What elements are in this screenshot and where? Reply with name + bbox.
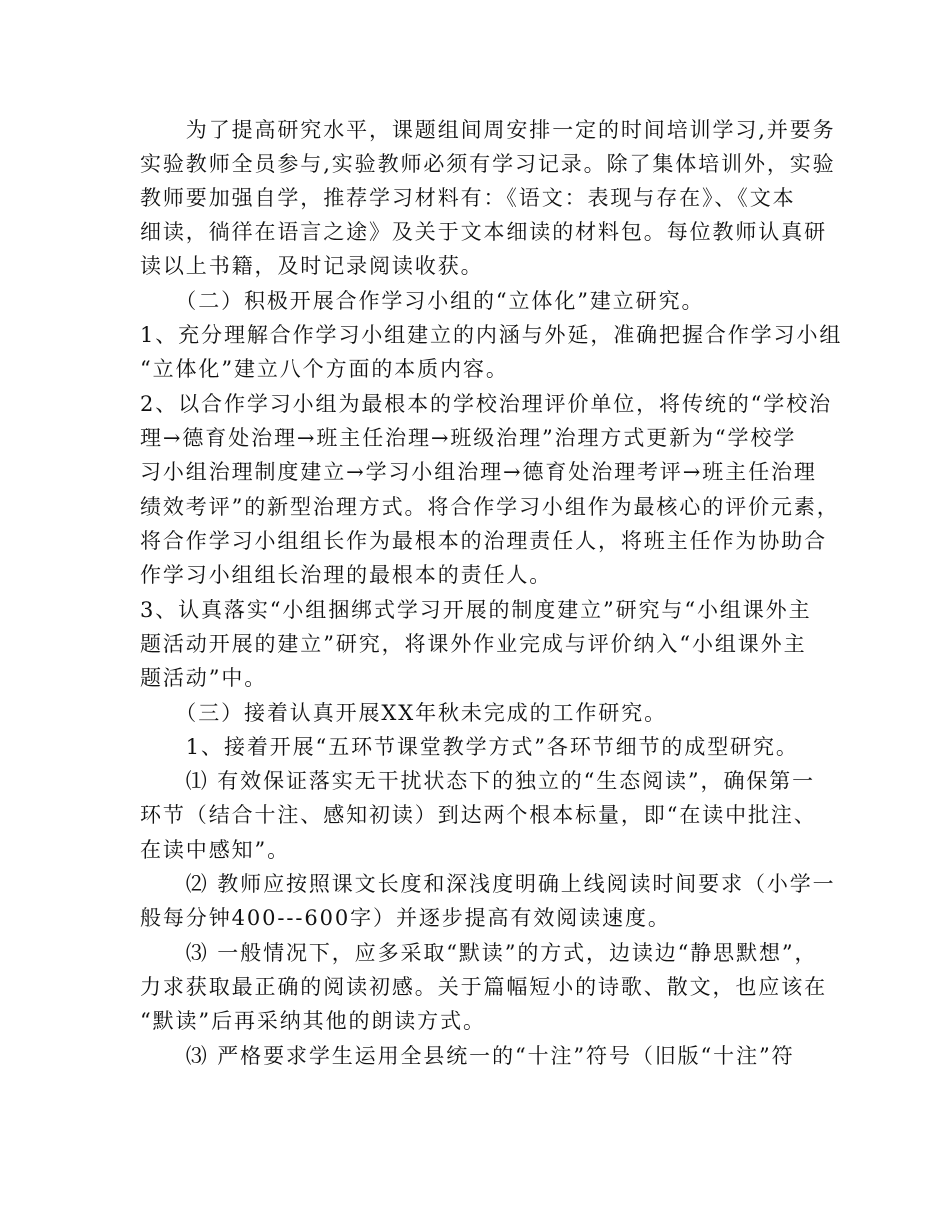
- text-line: 般每分钟400---600字）并逐步提高有效阅读速度。: [140, 906, 671, 930]
- text-line: ⑵ 教师应按照课文长度和深浅度明确上线阅读时间要求（小学一: [140, 872, 836, 896]
- text-line: 将合作学习小组组长作为最根本的治理责任人，将班主任作为协助合: [140, 529, 827, 553]
- text-line: 1、充分理解合作学习小组建立的内涵与外延，准确把握合作学习小组: [140, 323, 843, 347]
- section-heading-2: （二）积极开展合作学习小组的“立体化”建立研究。: [140, 289, 705, 313]
- text-line: 作学习小组组长治理的最根本的责任人。: [140, 563, 553, 587]
- text-line: ⑶ 严格要求学生运用全县统一的“十注”符号（旧版“十注”符: [140, 1044, 795, 1068]
- text-line: 题活动开展的建立”研究，将课外作业完成与评价纳入“小组课外主: [140, 632, 807, 656]
- text-line: 在读中感知”。: [140, 838, 291, 862]
- text-line: 教师要加强自学，推荐学习材料有：《语文：表现与存在》、《文本: [140, 186, 796, 210]
- text-line: 1、接着开展“五环节课堂教学方式”各环节细节的成型研究。: [140, 735, 799, 759]
- text-line: 3、认真落实“小组捆绑式学习开展的制度建立”研究与“小组课外主: [140, 598, 812, 622]
- text-line: 环节（结合十注、感知初读）到达两个根本标量，即“在读中批注、: [140, 803, 817, 827]
- text-line: “默读”后再采纳其他的朗读方式。: [140, 1009, 486, 1033]
- text-line: ⑴ 有效保证落实无干扰状态下的独立的“生态阅读”，确保第一: [140, 769, 816, 793]
- text-line: 2、以合作学习小组为最根本的学校治理评价单位，将传统的“学校治: [140, 392, 832, 416]
- text-line: 习小组治理制度建立→学习小组治理→德育处治理考评→班主任治理: [140, 460, 817, 484]
- text-line: 力求获取最正确的阅读初感。关于篇幅短小的诗歌、散文，也应该在: [140, 975, 827, 999]
- text-line: “立体化”建立八个方面的本质内容。: [140, 357, 509, 381]
- text-line: 绩效考评”的新型治理方式。将合作学习小组作为最核心的评价元素，: [140, 495, 840, 519]
- text-line: 实验教师全员参与,实验教师必须有学习记录。除了集体培训外，实验: [140, 152, 836, 176]
- text-line: ⑶ 一般情况下，应多采取“默读”的方式，边读边“静思默想”，: [140, 941, 818, 965]
- text-line: 读以上书籍，及时记录阅读收获。: [140, 254, 484, 278]
- text-line: 细读，徜徉在语言之途》及关于文本细读的材料包。每位教师认真研: [140, 220, 827, 244]
- text-line: 为了提高研究水平，课题组间周安排一定的时间培训学习,并要务: [140, 118, 836, 142]
- text-line: 理→德育处治理→班主任治理→班级治理”治理方式更新为“学校学: [140, 426, 797, 450]
- section-heading-3: （三）接着认真开展XX年秋未完成的工作研究。: [140, 701, 667, 725]
- text-line: 题活动”中。: [140, 666, 268, 690]
